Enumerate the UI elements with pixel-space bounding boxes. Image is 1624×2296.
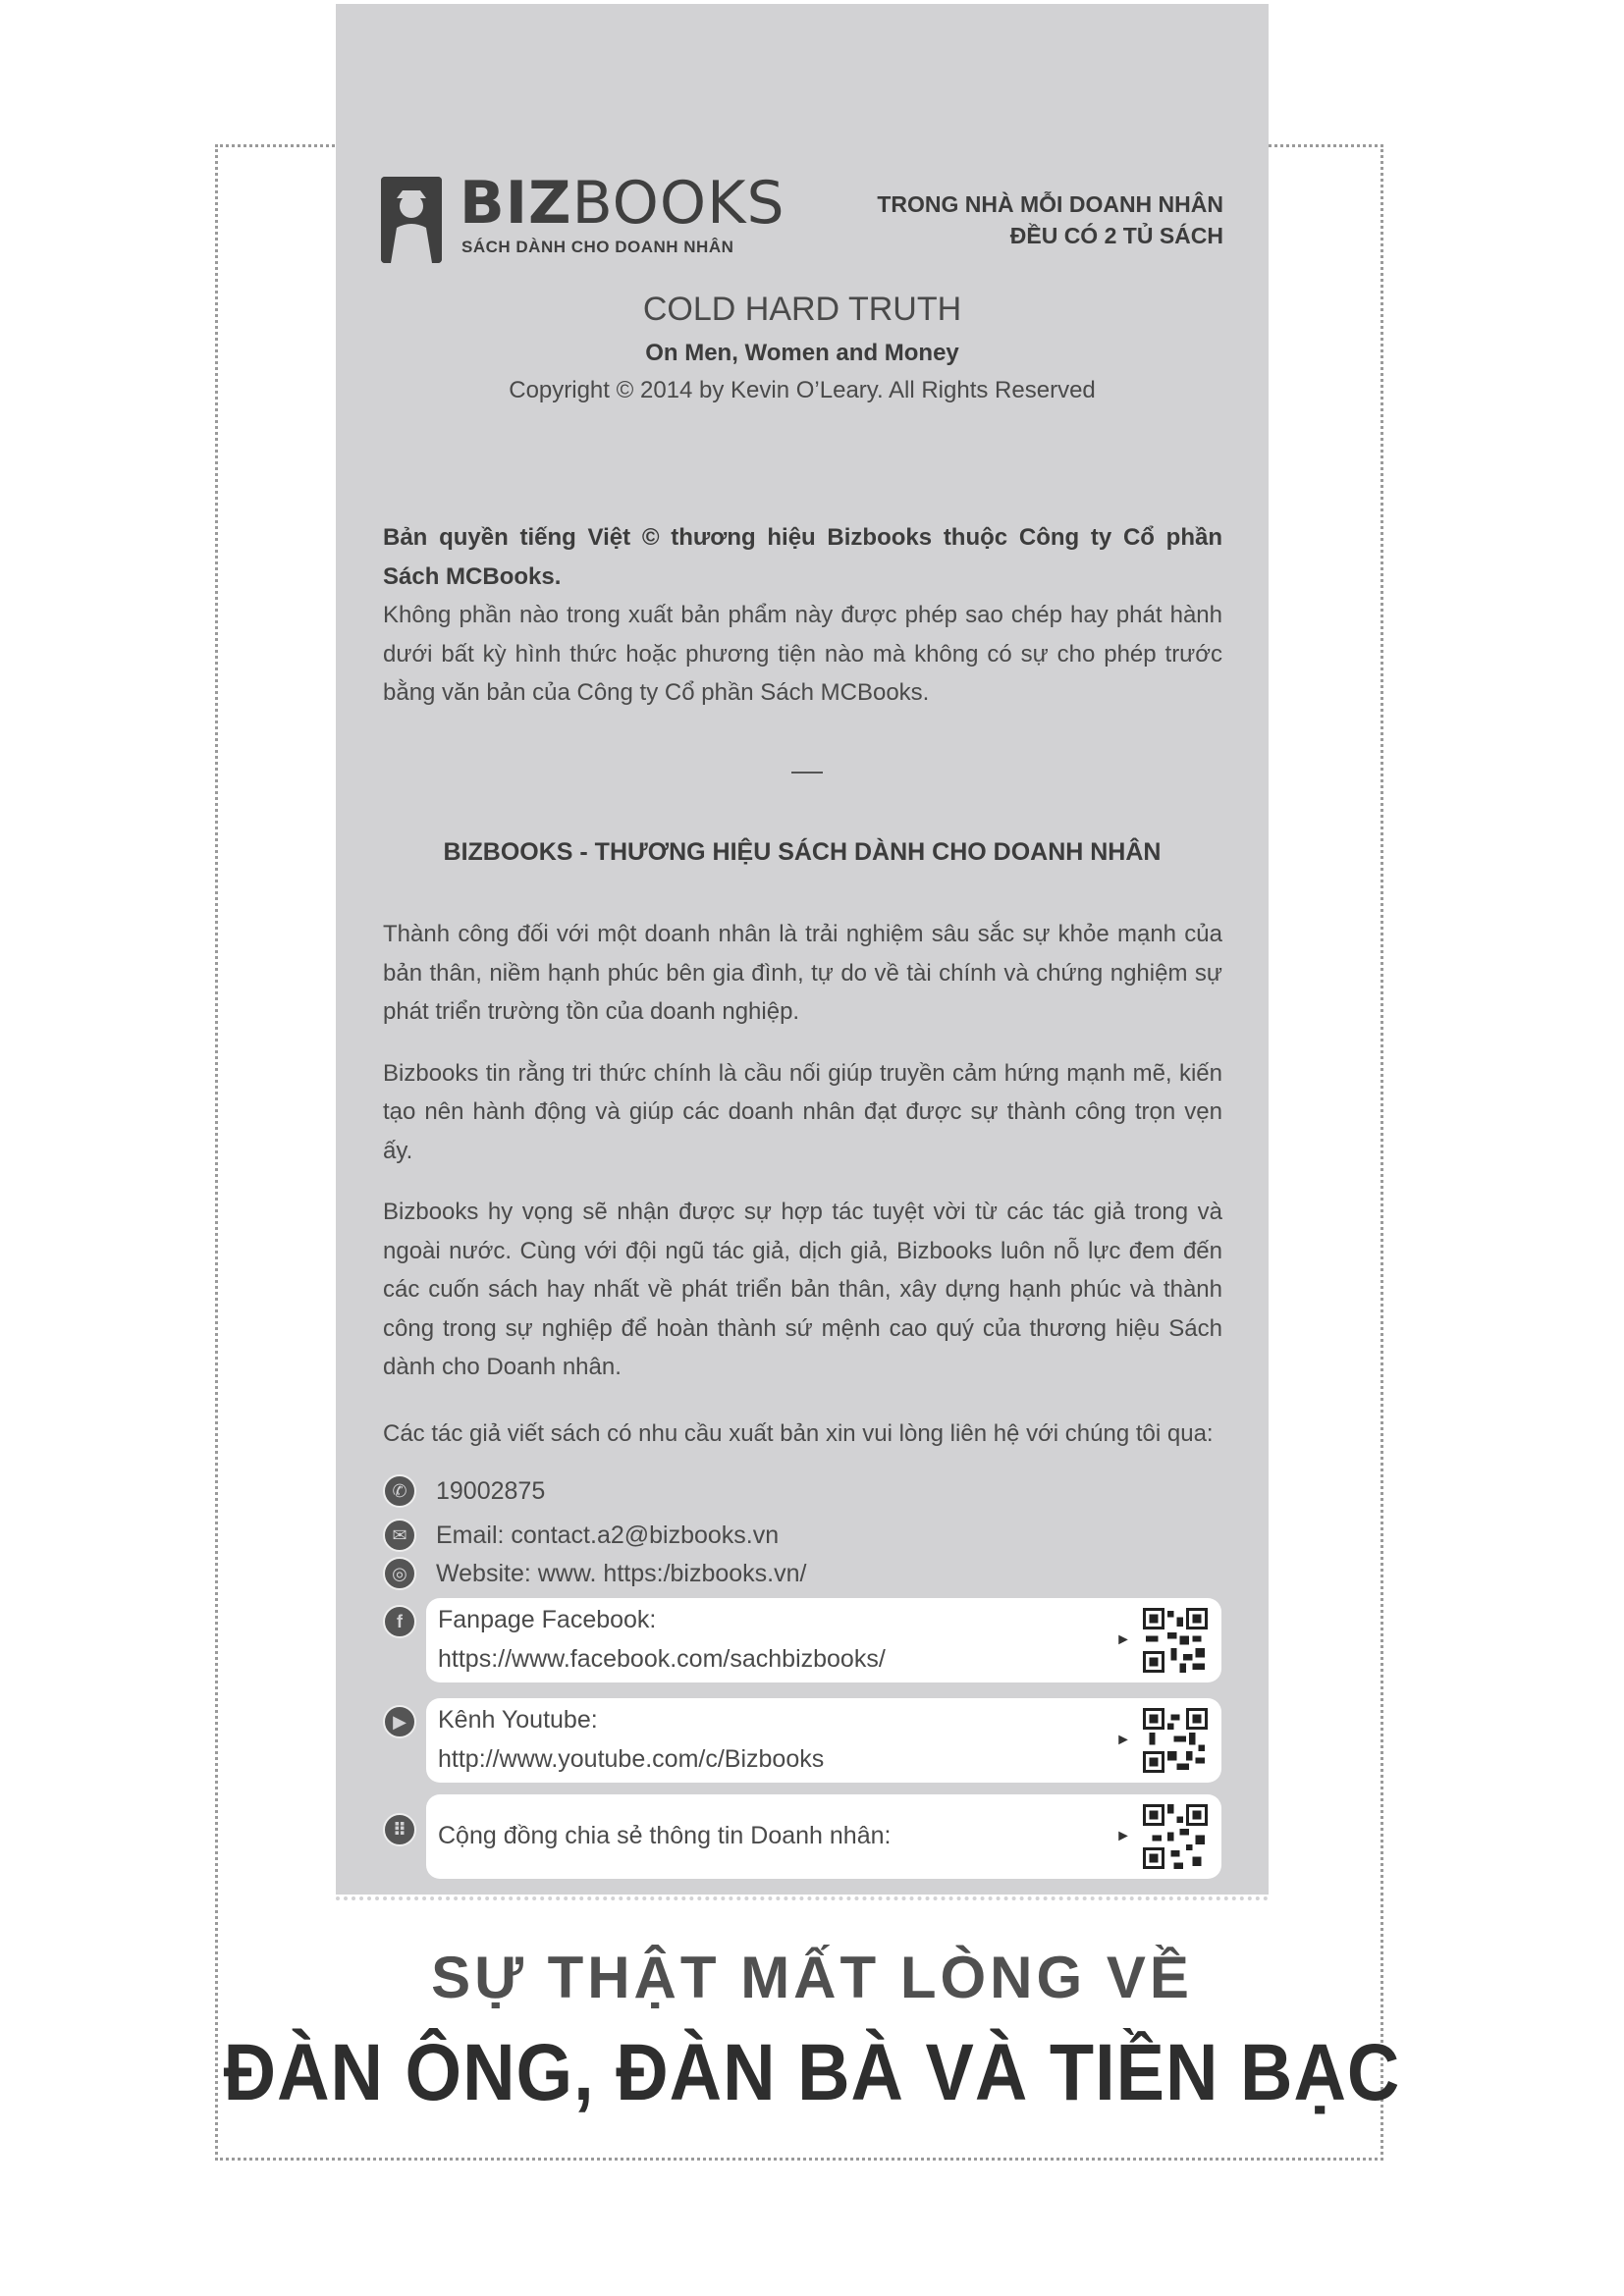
facebook-url[interactable]: https://www.facebook.com/sachbizbooks/ bbox=[438, 1645, 886, 1673]
qr-code-icon bbox=[1143, 1606, 1208, 1675]
vietnamese-title-line-1: SỰ THẬT MẤT LÒNG VỀ bbox=[431, 1945, 1193, 2010]
youtube-icon: ▶ bbox=[383, 1705, 416, 1738]
slogan bbox=[877, 188, 1223, 251]
community-card[interactable] bbox=[426, 1794, 1221, 1879]
arrow-icon: ► bbox=[1115, 1631, 1131, 1648]
phone-row bbox=[383, 1473, 545, 1509]
globe-icon: ◎ bbox=[383, 1557, 416, 1590]
arrow-icon: ► bbox=[1115, 1828, 1131, 1844]
qr-code-icon bbox=[1143, 1706, 1208, 1775]
website-link[interactable]: Website: www. https:/bizbooks.vn/ bbox=[436, 1559, 807, 1587]
facebook-card[interactable] bbox=[426, 1598, 1221, 1682]
slogan-line-1: TRONG NHÀ MỖI DOANH NHÂN bbox=[877, 191, 1223, 217]
brand-heading: BIZBOOKS - THƯƠNG HIỆU SÁCH DÀNH CHO DOANH NHÂN bbox=[443, 838, 1162, 866]
whatsapp-icon: ✆ bbox=[383, 1474, 416, 1508]
website-row bbox=[383, 1556, 806, 1591]
panel-edge bbox=[336, 1891, 1269, 1900]
group-icon: ⠿ bbox=[383, 1813, 416, 1846]
youtube-card[interactable] bbox=[426, 1698, 1221, 1783]
facebook-label: Fanpage Facebook: bbox=[438, 1606, 657, 1633]
logo-wordmark: BIZBOOKS bbox=[460, 169, 785, 238]
email-link[interactable]: Email: contact.a2@bizbooks.vn bbox=[436, 1521, 780, 1549]
intro-paragraph-1: Thành công đối với một doanh nhân là trải nghiệm sâu sắc sự khỏe mạnh của bản thân, niềm hạnh phúc bên gia đình, tự do về tài chính và chứng nghiệm sự phát triển trường tồn của doanh nghiệp. bbox=[383, 921, 1222, 1025]
facebook-icon: f bbox=[383, 1605, 416, 1638]
arrow-icon: ► bbox=[1115, 1732, 1131, 1748]
copyright-line: Copyright © 2014 by Kevin O’Leary. All Rights Reserved bbox=[509, 377, 1096, 403]
contact-intro: Các tác giả viết sách có nhu cầu xuất bản xin vui lòng liên hệ với chúng tôi qua: bbox=[383, 1420, 1214, 1447]
brand-intro bbox=[383, 915, 1222, 1410]
email-row bbox=[383, 1518, 779, 1553]
divider bbox=[791, 772, 823, 774]
rights-notice bbox=[383, 518, 1222, 713]
qr-code-icon bbox=[1143, 1802, 1208, 1871]
intro-paragraph-3: Bizbooks hy vọng sẽ nhận được sự hợp tác tuyệt vời từ các tác giả trong và ngoài nước. Cùng với đội ngũ tác giả, dịch giả, Bizbooks luôn nỗ lực đem đến các cuốn sách hay nhất về phát triển bản thân, xây dựng hạnh phúc và thành công trong sự nghiệp để hoàn thành sứ mệnh cao quý của thương hiệu Sách dành cho Doanh nhân. bbox=[383, 1199, 1222, 1380]
youtube-label: Kênh Youtube: bbox=[438, 1706, 598, 1734]
intro-paragraph-2: Bizbooks tin rằng tri thức chính là cầu nối giúp truyền cảm hứng mạnh mẽ, kiến tạo nên hành động và giúp các doanh nhân đạt được sự thành công trọn vẹn ấy. bbox=[383, 1059, 1222, 1164]
envelope-icon: ✉ bbox=[383, 1519, 416, 1552]
book-subtitle: On Men, Women and Money bbox=[645, 340, 959, 366]
rights-bold: Bản quyền tiếng Việt © thương hiệu Bizbooks thuộc Công ty Cổ phần Sách MCBooks. bbox=[383, 524, 1222, 590]
rights-text: Không phần nào trong xuất bản phẩm này được phép sao chép hay phát hành dưới bất kỳ hình thức hoặc phương tiện nào mà không có sự cho phép trước bằng văn bản của Công ty Cổ phần Sách MCBooks. bbox=[383, 602, 1222, 706]
slogan-line-2: ĐỀU CÓ 2 TỦ SÁCH bbox=[1009, 223, 1223, 248]
bizbooks-logo bbox=[381, 169, 785, 265]
logo-figure-icon bbox=[381, 177, 442, 263]
community-label: Cộng đồng chia sẻ thông tin Doanh nhân: bbox=[438, 1822, 892, 1849]
phone-number[interactable]: 19002875 bbox=[436, 1476, 546, 1505]
book-title: COLD HARD TRUTH bbox=[642, 291, 962, 328]
vietnamese-title-line-2: ĐÀN ÔNG, ĐÀN BÀ VÀ TIỀN BẠC bbox=[223, 2027, 1401, 2117]
youtube-url[interactable]: http://www.youtube.com/c/Bizbooks bbox=[438, 1745, 825, 1773]
logo-tagline: SÁCH DÀNH CHO DOANH NHÂN bbox=[461, 238, 734, 256]
